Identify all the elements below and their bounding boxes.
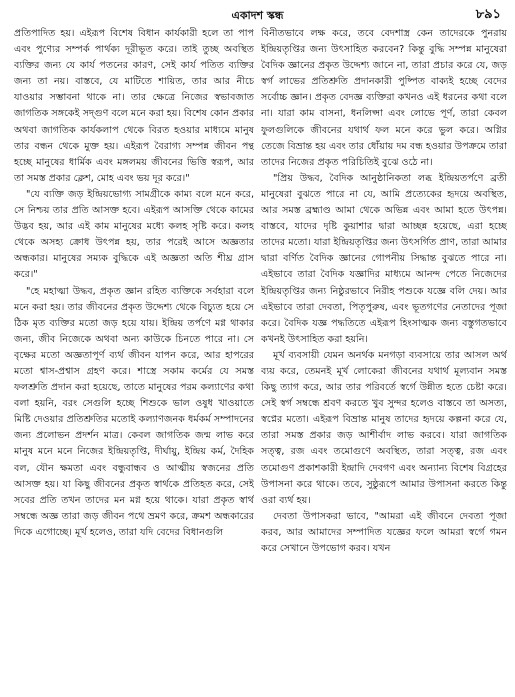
paragraph: "যে ব্যক্তি জড় ইন্দ্রিয়ভোগ্য সামগ্রীকে কাম্য বলে মনে করে, সে নিশ্চয় তার প্রতি আসক্ত হবে। এইরূপ আসক্তি থেকে কামের উদ্ভব হয়, আর এই কাম মানুষের মধ্যে কলহ সৃষ্টি করে। কলহ থেকে অসহ্য ক্রোধ উৎপন্ন হয়, তার পরেই আসে অজ্ঞতার অন্ধকার। মানুষের সম্যক বুদ্ধিকে এই অজ্ঞতা অতি শীঘ্র গ্রাস করে।": [14, 188, 254, 281]
paragraph: বিনীতভাবে লক্ষ করে, তবে বেদশাস্ত্র কেন তাদেরকে পুনরায় ইন্দ্রিয়তৃপ্তির জন্য উৎসাহিত করবেন? কিন্তু বুদ্ধি সম্পন্ন মানুষেরা বৈদিক জ্ঞানের প্রকৃত উদ্দেশ্য জানে না, তারা প্রচার করে যে, জড় স্বর্গ লাভের প্রতিশ্রুতি প্রদানকারী পুষ্পিত বাক্যই হচ্ছে বেদের সর্বোচ্চ জ্ঞান। প্রকৃত বেদজ্ঞ ব্যক্তিরা কখনও এই ধরনের কথা বলে না। যারা কাম বাসনা, ধনলিপ্সা এবং লোভে পূর্ণ, তারা কেবল ফুলগুলিকে জীবনের যথার্থ ফল মনে করে ভুল করে। অগ্নির তেজে বিভ্রান্ত হয় এবং তার ধোঁয়ায় দম বন্ধ হওয়ার উপক্রমে তারা তাদের নিজের প্রকৃত পরিচিতিই বুঝে ওঠে না।: [261, 28, 507, 168]
left-column: [14, 26, 254, 692]
right-column: [261, 26, 507, 692]
paragraph: প্রতিপাদিত হয়। এইরূপ বিশেষ বিধান কার্যকারী হলে তা পাপ এবং পুণ্যের সম্পর্ক পার্থক্য দূরীভূত করে। তাই তুচ্ছ অবস্থিত ব্যক্তির জন্য যে কার্য পতনের কারণ, সেই কার্য পতিত ব্যক্তির জন্য তা নয়। বাস্তবে, যে মাটিতে শায়িত, তার আর নীচে যাওয়ার সম্ভাবনা থাকে না। তার ক্ষেত্রে নিজের স্বভাবজাত জাগতিক সঙ্গকেই সদ্গুণ বলে মনে করা হয়। বিশেষ কোন প্রকার অথবা জাগতিক কার্যকলাপ থেকে বিরত হওয়ার মাধ্যমে মানুষ তার বন্ধন থেকে মুক্ত হয়। এইরূপ বৈরাগ্য সম্পন্ন জীবন পন্থ হচ্ছে মানুষের ধার্মিক এবং মঙ্গলময় জীবনের ভিত্তি স্বরূপ, আর তা সমস্ত প্রকার ক্লেশ, মোহ এবং ভয় দূর করে।": [14, 28, 254, 184]
chapter-title: একাদশ স্কন্ধ: [231, 9, 284, 22]
page-header: [0, 0, 515, 24]
paragraph: "হে মহাত্মা উদ্ধব, প্রকৃত জ্ঞান রহিত ব্যক্তিকে সর্বহারা বলে মনে করা হয়। তার জীবনের প্রকৃত উদ্দেশ্য থেকে বিচ্যুত হয়ে সে ঠিক মৃত ব্যক্তির মতো জড় হয়ে যায়। ইন্দ্রিয় তর্পণে মগ্ন থাকার জন্য, জীব নিজেকে অথবা অন্য কাউকে চিনতে পারে না। সে বৃক্ষের মতো অজ্ঞতাপূর্ণ ব্যর্থ জীবন যাপন করে, আর হাপরের মতো শ্বাস-প্রশ্বাস গ্রহণ করে। শাস্ত্রে সকাম কর্মের যে সমস্ত ফলশ্রুতি প্রদান করা হয়েছে, তাতে মানুষের পরম কল্যাণের কথা বলা হয়নি, বরং সেগুলি হচ্ছে শিশুকে ভাল ওষুধ খাওয়াতে মিষ্টি দেওয়ার প্রতিশ্রুতির মতোই কল্যাণজনক ধর্মকর্ম সম্পাদনের জন্য প্রলোভন প্রদর্শন মাত্র। কেবল জাগতিক জন্ম লাভ করে মানুষ মনে মনে নিজের ইন্দ্রিয়তৃপ্তি, দীর্ঘায়ু, ইন্দ্রিয় কর্ম, দৈহিক বল, যৌন ক্ষমতা এবং বন্ধুবান্ধব ও আত্মীয় স্বজনের প্রতি আসক্ত হয়। যা কিছু জীবনের প্রকৃত স্বার্থকে প্রতিহত করে, সেই সবের প্রতি তখন তাদের মন মগ্ন হয়ে থাকে। যারা প্রকৃত স্বার্থ সম্বন্ধে অজ্ঞ তারা জড় জীবন পথে ভ্রমণ করে, ক্রমশ অন্ধকারের দিকে এগোচ্ছে। মূর্খ হলেও, তারা যদি বেদের বিধানগুলি: [14, 285, 254, 538]
paragraph: "প্রিয় উদ্ধব, বৈদিক আনুষ্ঠানিকতা লব্ধ ইন্দ্রিয়তর্পণে ব্রতী মানুষেরা বুঝতে পারে না যে, আমি প্রত্যেকের হৃদয়ে অবস্থিত, আর সমস্ত ব্রহ্মাণ্ড আমা থেকে অভিন্ন এবং আমা হতে উৎপন্ন। বাস্তবে, যাদের দৃষ্টি কুয়াশার দ্বারা আচ্ছন্ন হয়েছে, এরা হচ্ছে তাদের মতো। যারা ইন্দ্রিয়তৃপ্তির জন্য উৎসর্গিত প্রাণ, তারা আমার দ্বারা বর্ণিত বৈদিক জ্ঞানের গোপনীয় সিদ্ধান্ত বুঝতে পারে না। এইভাবে তারা বৈদিক যজ্ঞাদির মাধ্যমে আনন্দ পেতে নিজেদের ইন্দ্রিয়তৃপ্তির জন্য নিষ্ঠুরভাবে নিরীহ পশুকে যজ্ঞে বলি দেয়। আর এইভাবে তারা দেবতা, পিতৃপুরুষ, এবং ভূতগণের নেতাদের পূজা করে। বৈদিক যজ্ঞ পদ্ধতিতে এইরূপ হিংসাত্মক জন্য বস্তুগতভাবে কখনই উৎসাহিত করা হয়নি।: [261, 172, 507, 345]
paragraph: মূর্খ ব্যবসায়ী যেমন অনর্থক মনগড়া ব্যবসায়ে তার আসল অর্থ ব্যয় করে, তেমনই মূর্খ লোকেরা জীবনের যথার্থ মূল্যবান সমস্ত কিছু ত্যাগ করে, আর তার পরিবর্তে স্বর্গে উন্নীত হতে চেষ্টা করে। সেই স্বর্গ সম্বন্ধে শ্রবণ করতে খুব সুন্দর হলেও বাস্তবে তা অসত্য, স্বপ্নের মতো। এইরূপ বিভ্রান্ত মানুষ তাদের হৃদয়ে কল্পনা করে যে, তারা সমস্ত প্রকার জড় আশীর্বাদ লাভ করবে। যারা জাগতিক সত্ত্ব, রজ এবং তমোগুণে অবস্থিত, তারা সত্ত্ব, রজ এবং তমোগুণ প্রকাশকারী ইন্দ্রাদি দেবগণ এবং অন্যান্য বিশেষ বিগ্রহের উপাসনা করে থাকে। তবে, সুষ্ঠুরূপে আমার উপাসনা করতে কিন্তু ওরা ব্যর্থ হয়।: [261, 349, 507, 506]
page-number: ৮৯১: [475, 7, 501, 22]
paragraph: দেবতা উপাসকরা ভাবে, "আমরা এই জীবনে দেবতা পূজা করব, আর আমাদের সম্পাদিত যজ্ঞের ফলে আমরা স্বর্গে গমন করে সেখানে উপভোগ করব। যখন: [261, 510, 507, 554]
